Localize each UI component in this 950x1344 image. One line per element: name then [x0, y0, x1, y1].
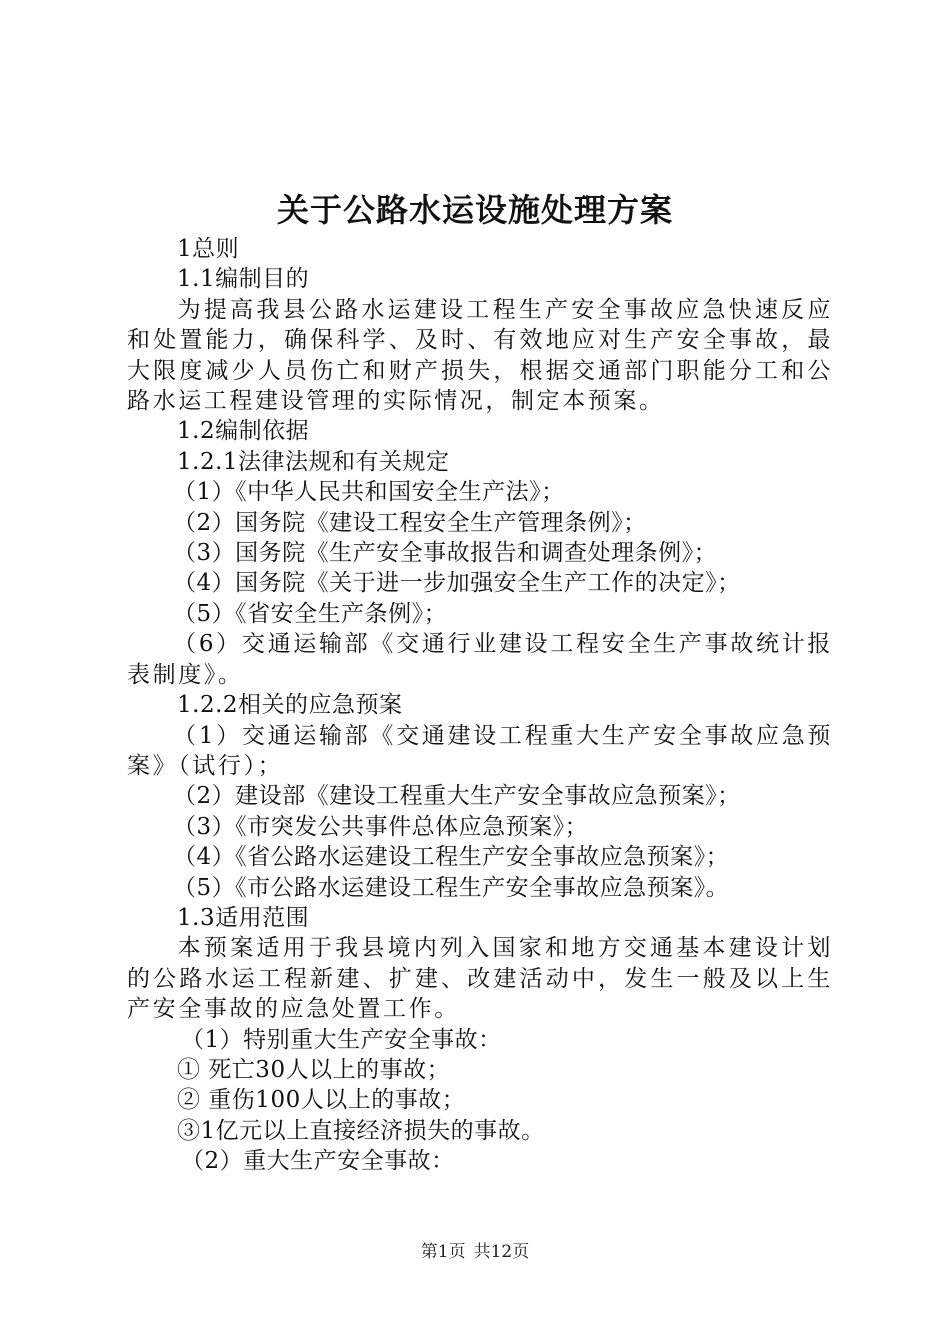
list-item: （4）国务院《关于进一步加强安全生产工作的决定》；: [173, 570, 741, 597]
document-body: [127, 234, 833, 1177]
list-item: ③1亿元以上直接经济损失的事故。: [177, 1117, 545, 1144]
list-item: （1）《中华人民共和国安全生产法》；: [173, 479, 565, 506]
list-item: ② 重伤100人以上的事故；: [177, 1087, 466, 1114]
list-item: （1）特别重大生产安全事故：: [181, 1026, 502, 1053]
list-item: （2）重大生产安全事故：: [181, 1148, 455, 1175]
page-number: 第1页: [420, 1242, 466, 1262]
subsection-heading: 1.2.2相关的应急预案: [177, 692, 403, 719]
subsection-heading: 1.3适用范围: [177, 904, 310, 931]
list-item-text: （6）交通运输部《交通行业建设工程安全生产事故统计报表制度》。: [127, 631, 833, 688]
body-paragraph: [127, 933, 833, 1024]
subsection-heading: 1.2编制依据: [177, 418, 310, 445]
body-paragraph-text: 本预案适用于我县境内列入国家和地方交通基本建设计划的公路水运工程新建、扩建、改建活动中，发生一般及以上生产安全事故的应急处置工作。: [127, 935, 833, 1023]
section-heading: 1总则: [177, 236, 240, 262]
list-item: [127, 721, 833, 782]
list-item: （2）建设部《建设工程重大生产安全事故应急预案》；: [173, 783, 741, 810]
document-title: 关于公路水运设施处理方案: [276, 191, 673, 229]
page-total: 共12页: [473, 1242, 530, 1262]
list-item: ① 死亡30人以上的事故；: [177, 1056, 451, 1083]
subsection-heading: 1.2.1法律法规和有关规定: [177, 448, 450, 475]
subsection-heading: 1.1编制目的: [177, 266, 310, 293]
body-paragraph-text: 为提高我县公路水运建设工程生产安全事故应急快速反应和处置能力，确保科学、及时、有效地应对生产安全事故，最大限度减少人员伤亡和财产损失，根据交通部门职能分工和公路水运工程建设管理的实际情况，制定本预案。: [127, 296, 833, 415]
list-item: （4）《省公路水运建设工程生产安全事故应急预案》；: [173, 844, 730, 871]
page-footer: [0, 1240, 950, 1264]
list-item: （5）《省安全生产条例》；: [173, 600, 448, 627]
list-item: （3）《市突发公共事件总体应急预案》；: [173, 813, 589, 840]
body-paragraph: [127, 295, 833, 417]
list-item: （3）国务院《生产安全事故报告和调查处理条例》；: [173, 540, 718, 567]
list-item: （2）国务院《建设工程安全生产管理条例》；: [173, 509, 647, 536]
list-item: [127, 629, 833, 690]
list-item: （5）《市公路水运建设工程生产安全事故应急预案》。: [173, 874, 730, 901]
list-item-text: （1）交通运输部《交通建设工程重大生产安全事故应急预案》（试行）；: [127, 722, 833, 779]
